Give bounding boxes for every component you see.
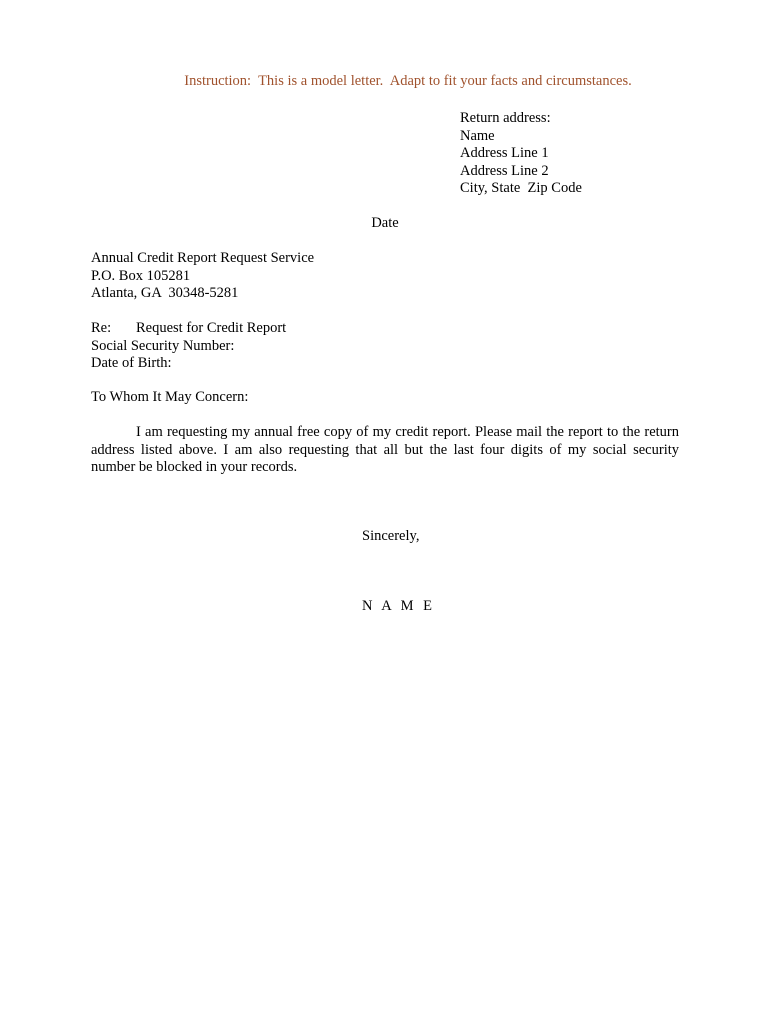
return-address-line1: Address Line 1 xyxy=(460,145,549,161)
letter-date: Date xyxy=(371,215,399,231)
re-label: Re: xyxy=(91,320,112,336)
ssn-line: Social Security Number: xyxy=(91,337,235,354)
return-address-city-state-zip: City, State Zip Code xyxy=(460,180,582,196)
recipient-po-box: P.O. Box 105281 xyxy=(91,267,191,284)
re-subject: Request for Credit Report xyxy=(136,320,287,336)
dob-line: Date of Birth: xyxy=(91,355,172,371)
body-paragraph: I am requesting my annual free copy of my credit report. Please mail the report to the return address listed above. I am also requesting that all but the last four digits of my social security number be blocked in your records. xyxy=(91,424,679,475)
reference-block xyxy=(91,320,286,373)
recipient-name: Annual Credit Report Request Service xyxy=(91,250,315,266)
return-address-block xyxy=(460,110,582,198)
return-address-name: Name xyxy=(460,127,495,144)
recipient-address-block xyxy=(91,250,314,303)
signature-name: N A M E xyxy=(362,598,435,614)
recipient-city: Atlanta, GA 30348-5281 xyxy=(91,285,239,301)
salutation: To Whom It May Concern: xyxy=(91,389,249,405)
instruction-note: Instruction: This is a model letter. Adapt to fit your facts and circumstances. xyxy=(184,73,632,89)
closing: Sincerely, xyxy=(362,528,420,544)
return-address-label: Return address: xyxy=(460,110,551,126)
return-address-line2: Address Line 2 xyxy=(460,162,549,179)
re-line xyxy=(91,320,286,338)
